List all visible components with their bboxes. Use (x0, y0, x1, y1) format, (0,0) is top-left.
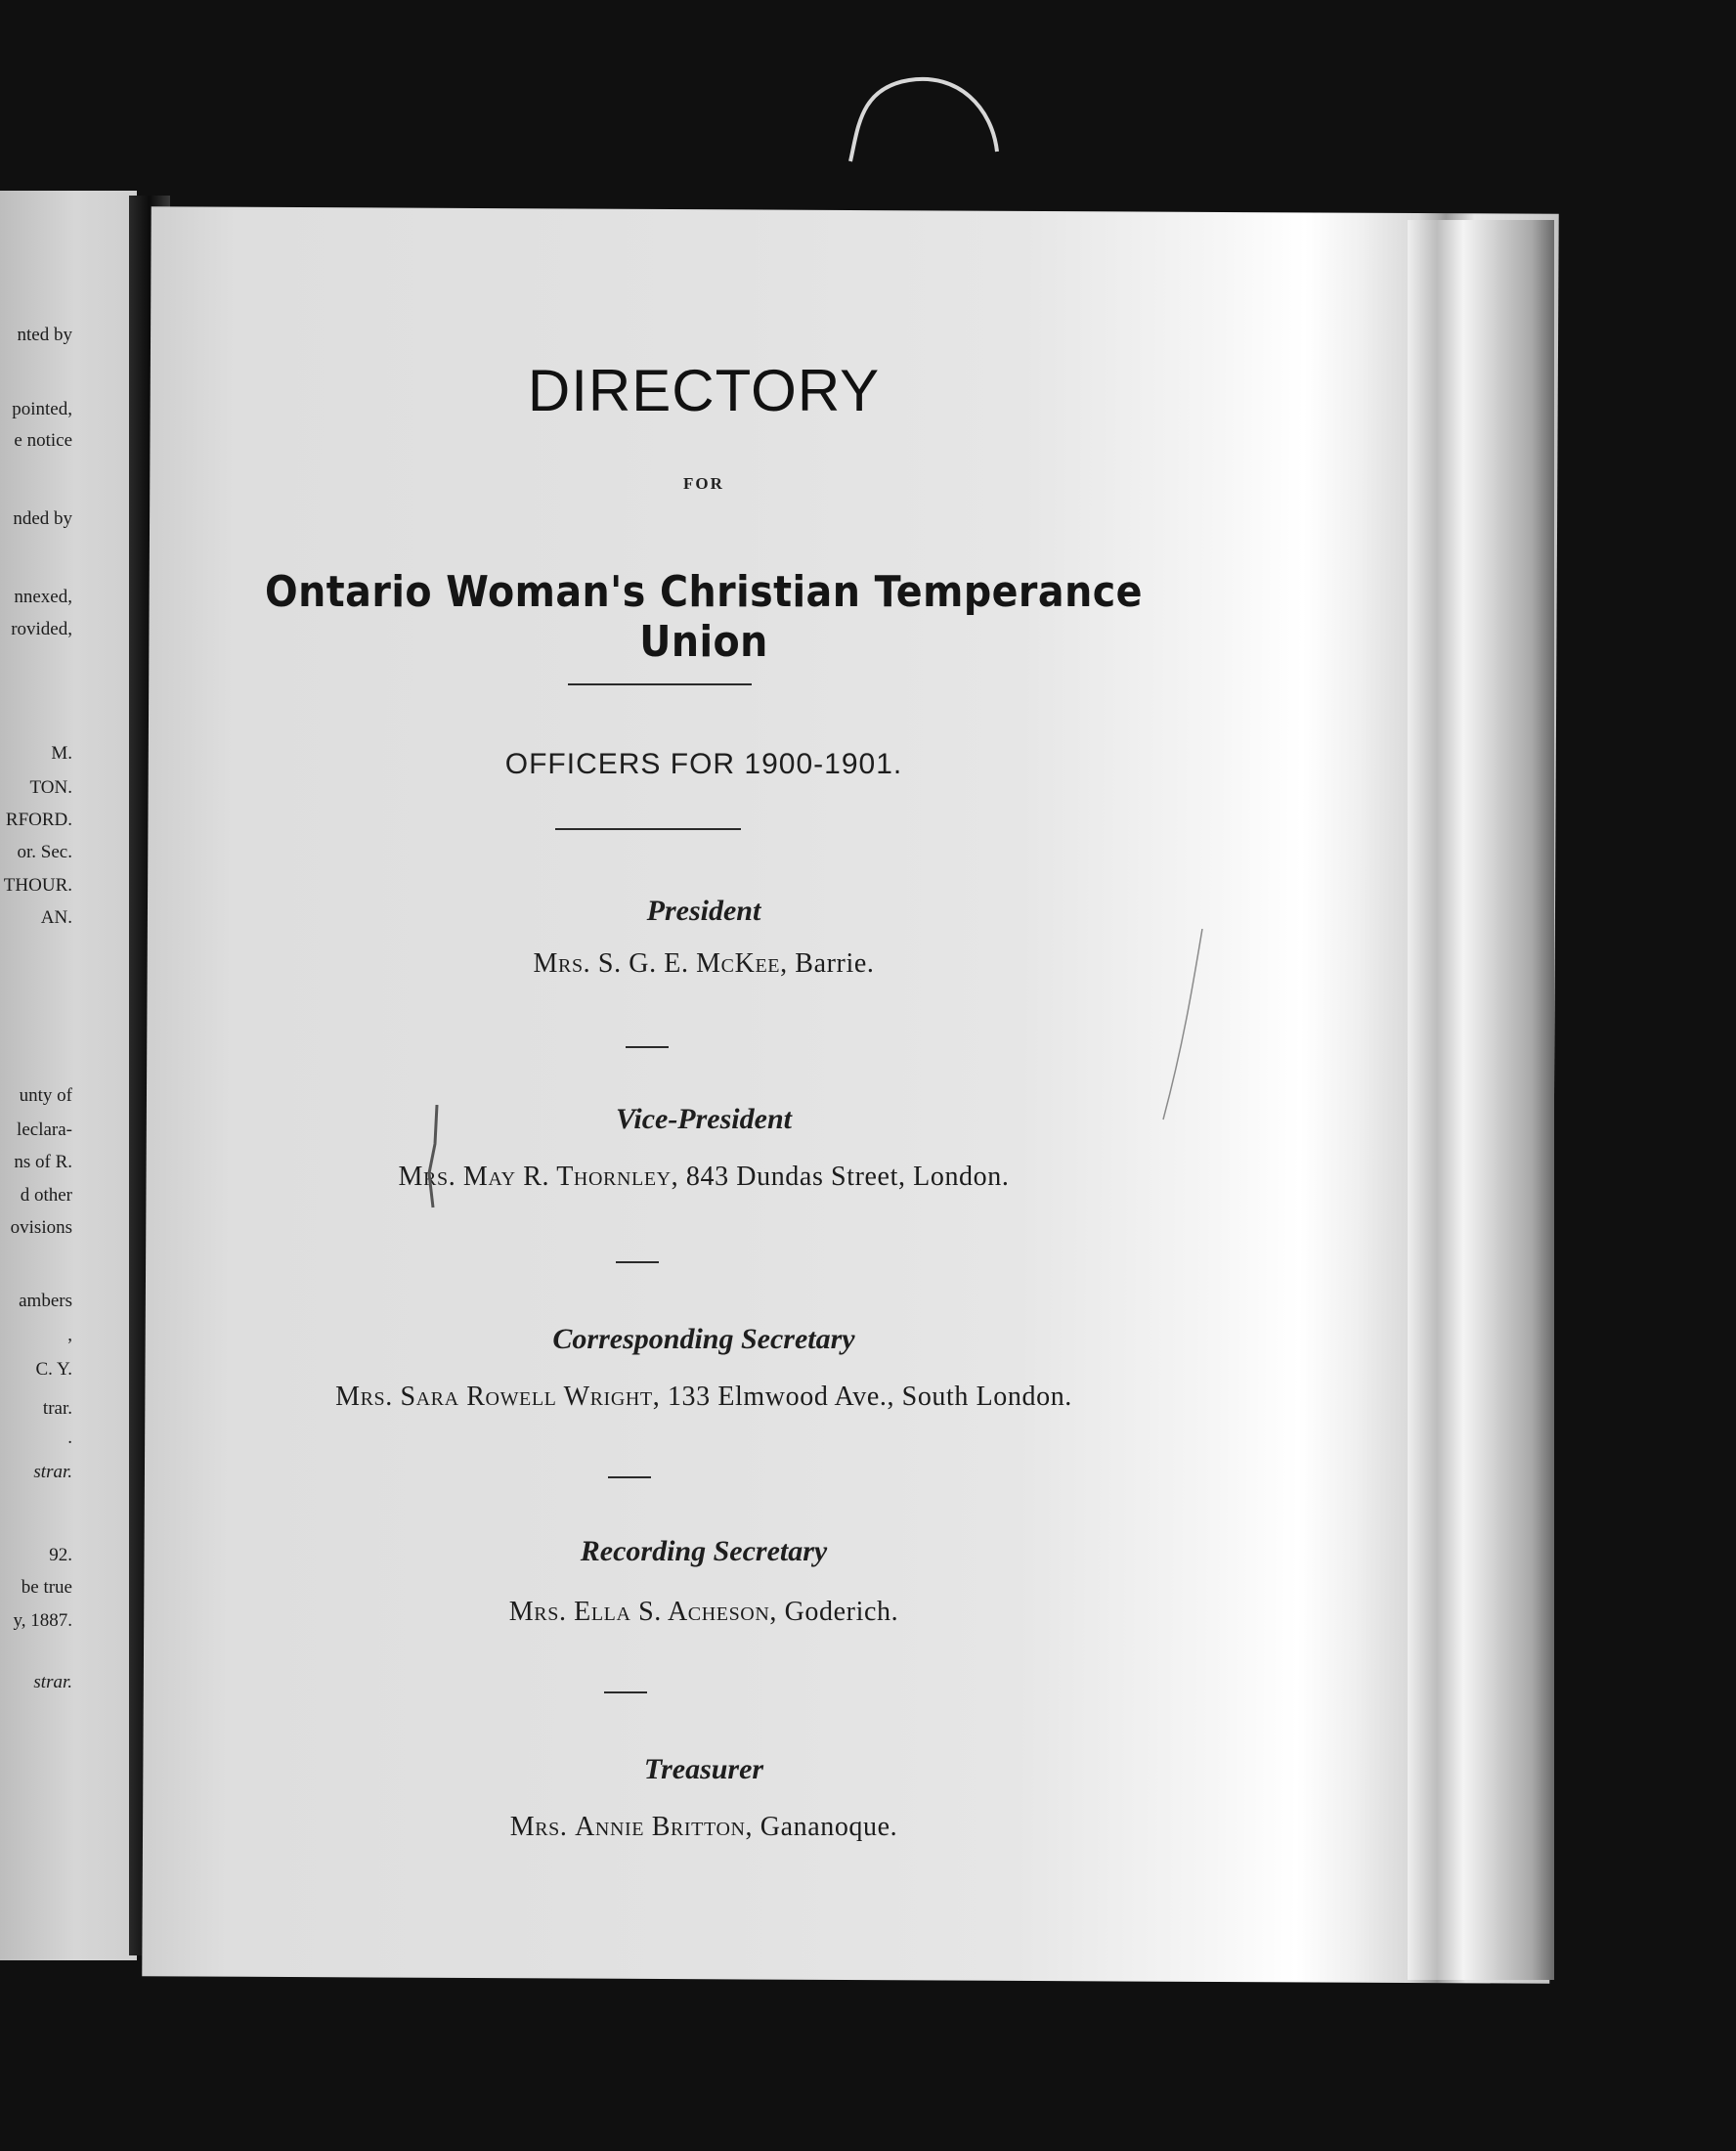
divider-rule (555, 828, 741, 830)
left-page-line: ns of R. (14, 1152, 72, 1172)
divider-rule (568, 683, 752, 685)
left-page-line: leclara- (17, 1119, 72, 1140)
left-page-line: strar. (33, 1462, 72, 1482)
officer-president (147, 948, 1261, 980)
left-page-line: be true (21, 1577, 72, 1598)
officer-address: Gananoque. (760, 1812, 898, 1842)
left-page-line: 92. (49, 1545, 72, 1565)
left-page-line: y, 1887. (13, 1610, 72, 1631)
left-page-line: e notice (14, 430, 72, 451)
section-dash (604, 1691, 647, 1693)
left-page-line: rovided, (11, 619, 72, 639)
officer-recording-secretary (147, 1597, 1261, 1628)
officer-name: Sara Rowell Wright, (400, 1382, 661, 1412)
officer-name: May R. Thornley, (462, 1162, 679, 1192)
left-page-line: M. (51, 743, 72, 764)
left-page-line: nded by (13, 508, 72, 529)
left-page-line: , (67, 1325, 72, 1345)
left-page-line: . (67, 1427, 72, 1448)
officer-corresponding-secretary (147, 1382, 1261, 1413)
left-page-line: trar. (42, 1398, 72, 1419)
left-page-line: ovisions (10, 1217, 72, 1238)
officer-honorific: Mrs. (509, 1812, 568, 1842)
left-page-line: d other (20, 1185, 72, 1206)
section-dash (608, 1476, 651, 1478)
left-page-line: AN. (40, 907, 72, 928)
left-page-line: THOUR. (3, 875, 72, 896)
officer-treasurer (147, 1812, 1261, 1843)
left-page-line: strar. (33, 1672, 72, 1692)
officer-honorific: Mrs. (533, 948, 591, 979)
left-page-line: or. Sec. (17, 842, 72, 862)
officer-address: 133 Elmwood Ave., South London. (667, 1382, 1072, 1412)
officer-vice-president (147, 1162, 1261, 1193)
role-president: President (646, 895, 761, 927)
left-page-line: C. Y. (35, 1359, 72, 1380)
left-page-line: pointed, (12, 399, 72, 419)
role-corresponding-secretary: Corresponding Secretary (552, 1323, 855, 1355)
directory-title: DIRECTORY (527, 358, 881, 423)
ink-blot (415, 1105, 455, 1212)
officer-name: Annie Britton, (575, 1812, 754, 1842)
page-content (147, 210, 1261, 1951)
scratch-mark (1153, 929, 1212, 1124)
section-dash (616, 1261, 659, 1263)
left-page-line: ambers (19, 1291, 72, 1311)
left-page-line: nted by (17, 325, 72, 345)
officer-honorific: Mrs. (508, 1597, 567, 1627)
role-vice-president: Vice-President (616, 1103, 792, 1135)
thread-decoration (821, 68, 1026, 186)
left-page-line: unty of (19, 1085, 72, 1106)
for-label: FOR (683, 474, 724, 493)
left-page-line: nnexed, (14, 587, 72, 607)
officer-address: Goderich. (784, 1597, 899, 1627)
left-page (0, 191, 137, 1960)
organization-name: Ontario Woman's Christian Temperance Union (265, 567, 1143, 667)
officer-honorific: Mrs. (335, 1382, 393, 1412)
officer-honorific: Mrs. (398, 1162, 456, 1192)
officer-address: Barrie. (795, 948, 875, 979)
officers-heading: OFFICERS FOR 1900-1901. (504, 748, 903, 780)
role-recording-secretary: Recording Secretary (580, 1535, 828, 1567)
role-treasurer: Treasurer (643, 1753, 764, 1785)
left-page-line: TON. (29, 777, 72, 798)
left-page-line: RFORD. (5, 810, 72, 830)
officer-address: 843 Dundas Street, London. (685, 1162, 1010, 1192)
officer-name: S. G. E. McKee, (597, 948, 788, 979)
section-dash (626, 1046, 669, 1048)
officer-name: Ella S. Acheson, (574, 1597, 777, 1627)
page-edge (1408, 220, 1554, 1980)
